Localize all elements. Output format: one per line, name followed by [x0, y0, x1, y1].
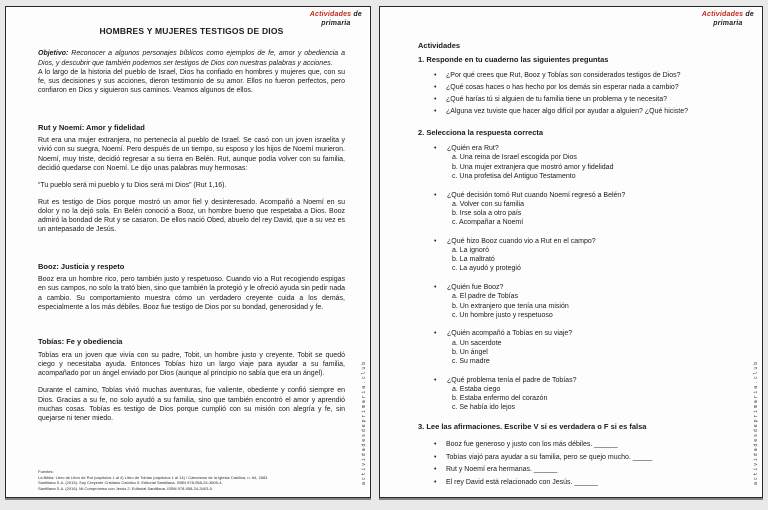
option-c: c. Acompañar a Noemí	[452, 219, 524, 227]
option-b: b. Estaba enfermo del corazón	[452, 395, 548, 403]
worksheet-page-1	[5, 6, 371, 498]
website-watermark: actividadesdeprimaria.club	[361, 359, 367, 485]
page-title: HOMBRES Y MUJERES TESTIGOS DE DIOS	[99, 26, 284, 36]
question-text: • ¿Qué hizo Booz cuando vio a Rut en el campo?	[435, 237, 732, 246]
true-false-item: • El rey David está relacionado con Jesús. ______	[433, 478, 732, 487]
question-text: • ¿Qué problema tenía el padre de Tobías?	[435, 376, 732, 385]
option-a: a. El padre de Tobías	[452, 293, 519, 301]
option-c: c. Un hombre justo y respetuoso	[452, 311, 553, 319]
multiple-choice-question	[435, 144, 732, 181]
section-heading-booz: Booz: Justicia y respeto	[38, 261, 125, 271]
option-b: b. Un extranjero que tenía una misión	[452, 302, 569, 310]
brand-word-de: de	[353, 11, 362, 18]
brand-logo	[310, 11, 362, 28]
question-text: • ¿Quién era Rut?	[435, 144, 732, 153]
brand-word-primaria: primaria	[713, 19, 743, 27]
question-text: • ¿Qué decisión tomó Rut cuando Noemí regresó a Belén?	[435, 191, 732, 200]
section-rut-paragraph-1: Rut era una mujer extranjera, no pertenecía al pueblo de Israel. Se casó con un joven israelita y vivió con su suegra, Noemí. Pero después de un tiempo, su esposo y los hijos de Noemí murieron. Noemí, muy triste, decidió regresar a su tierra en Belén. Rut, aunque podía volver con su familia, decidió quedarse con Noemí. Le dijo unas palabras muy hermosas:	[38, 137, 345, 172]
question-text: • ¿Quién acompañó a Tobías en su viaje?	[435, 329, 732, 338]
objective-text: Reconocer a algunos personajes bíblicos como ejemplos de fe, amor y obediencia a Dios, y descubrir que también podemos ser testigos de Dios con nuestras palabras y acciones.	[38, 50, 345, 67]
activities-title: Actividades	[418, 41, 461, 50]
activity-3-heading: 3. Lee las afirmaciones. Escribe V si es verdadera o F si es falsa	[418, 422, 647, 432]
option-b: b. Irse sola a otro país	[452, 209, 522, 217]
open-question-item: • ¿Qué cosas haces o has hecho por los demás sin esperar nada a cambio?	[433, 83, 732, 92]
section-rut-paragraph-2: Rut es testigo de Dios porque mostró un amor fiel y desinteresado. Acompañó a Noemí en su dolor y no la dejó sola. En Belén conoció a Booz, un hombre bueno que respetaba a Dios. Booz admiró la bondad de Rut y se casaron. De ellos nació Obed, abuelo del rey David, que a su vez es un antepasado de Jesús.	[38, 198, 345, 234]
sources-label: Fuentes:	[38, 469, 54, 475]
section-booz-paragraph: Booz era un hombre rico, pero también justo y respetuoso. Cuando vio a Rut recogiendo espigas en sus campos, no solo la trató bien, sino que también la protegió y le ofreció ayuda sin pedir nada a cambio. Su comportamiento muestra cómo un verdadero creyente cuida a los demás, especialmente a los más débiles. Booz fue testigo de Dios por su bondad, generosidad y fe.	[38, 276, 345, 311]
brand-word-actividades: Actividades	[701, 11, 744, 18]
activity-1-question-list	[418, 71, 732, 116]
section-tobias-paragraph-2: Durante el camino, Tobías vivió muchas aventuras, fue valiente, obediente y confió siempre en Dios. Gracias a su fe, no solo ayudó a su familia, sino que también encontró el amor y aprendió muchas cosas. Tobías es testigo de Dios porque cumplió con su misión con alegría y fe, sin quejarse ni tener miedo.	[38, 387, 345, 423]
objective-paragraph	[38, 49, 345, 68]
option-c: c. Se había ido lejos	[452, 404, 516, 412]
multiple-choice-list	[418, 144, 732, 412]
multiple-choice-question	[435, 191, 732, 228]
option-a: a. Una reina de Israel escogida por Dios	[452, 154, 577, 162]
open-question-item: • ¿Qué harías tú si alguien de tu familia tiene un problema y te necesita?	[433, 95, 732, 104]
section-heading-rut-noemi: Rut y Noemí: Amor y fidelidad	[38, 122, 145, 132]
true-false-item: • Tobías viajó para ayudar a su familia, pero se quejo mucho. _____	[433, 453, 732, 462]
page-1-content	[6, 7, 370, 424]
open-question-item: • ¿Alguna vez tuviste que hacer algo difícil por ayudar a alguien? ¿Qué hiciste?	[433, 107, 732, 116]
multiple-choice-question	[435, 376, 732, 413]
source-line: Santillana S.A. (2016). Mi Compromiso con Jesús 2. Editorial Santillana. ISBN 978-958-24-3403-5.	[38, 485, 213, 491]
website-watermark: actividadesdeprimaria.club	[753, 359, 759, 485]
option-a: a. Volver con su familia	[452, 200, 524, 208]
option-b: b. Un ángel	[452, 348, 488, 356]
option-a: a. La ignoró	[452, 247, 489, 255]
source-line: La Biblia: Libro de Libro de Rut (capítulos 1 al 4) Libro de Tobías (capítulos 1 al 14) / Catecismo de la Iglesia Católica, n. 64, 2683	[38, 475, 268, 481]
brand-word-actividades: Actividades	[309, 11, 352, 18]
option-a: a. Estaba ciego	[452, 385, 501, 393]
option-c: c. Su madre	[452, 358, 490, 366]
true-false-list	[418, 440, 732, 487]
bible-quote: “Tu pueblo será mi pueblo y tu Dios será mi Dios” (Rut 1,16).	[38, 182, 227, 190]
brand-word-de: de	[745, 11, 754, 18]
option-b: b. Una mujer extranjera que mostró amor y fidelidad	[452, 163, 614, 171]
option-b: b. La maltrató	[452, 256, 495, 264]
option-a: a. Un sacerdote	[452, 339, 502, 347]
page-2-content	[380, 7, 762, 487]
true-false-item: • Booz fue generoso y justo con los más débiles. ______	[433, 440, 732, 449]
multiple-choice-question	[435, 237, 732, 274]
multiple-choice-question	[435, 329, 732, 366]
open-question-item: • ¿Por qué crees que Rut, Booz y Tobías son considerados testigos de Dios?	[433, 71, 732, 80]
multiple-choice-question	[435, 283, 732, 320]
section-heading-tobias: Tobías: Fe y obediencia	[38, 337, 123, 347]
brand-word-primaria: primaria	[321, 19, 351, 27]
activity-1-heading: 1. Responde en tu cuaderno las siguientes preguntas	[418, 55, 609, 65]
option-c: c. Una profetisa del Antiguo Testamento	[452, 172, 576, 180]
sources-footnote	[38, 469, 330, 491]
option-c: c. La ayudó y protegió	[452, 265, 521, 273]
section-tobias-paragraph-1: Tobías era un joven que vivía con su padre, Tobit, un hombre justo y creyente. Tobit se quedó ciego y necesitaba ayuda. Entonces Tobías hizo un largo viaje para ayudar a su familia, acompañado por un ángel enviado por Dios (aunque al principio no sabía que era un ángel).	[38, 351, 345, 378]
question-text: • ¿Quién fue Booz?	[435, 283, 732, 292]
intro-paragraph: A lo largo de la historia del pueblo de Israel, Dios ha confiado en hombres y mujeres que, con su fe, sus decisiones y sus acciones, dieron testimonio de su amor. Ellos no fueron perfectos, pero confiaron en Dios y siguieron sus caminos. Veamos algunos de ellos.	[38, 68, 345, 95]
true-false-item: • Rut y Noemí era hermanas. ______	[433, 465, 732, 474]
source-line: Santillana S.A. (2015). Soy Creyente Cristiano Católico 5. Editorial Santillana. ISBN 978-958-24-3605-4.	[38, 480, 223, 486]
brand-logo	[702, 11, 754, 28]
activity-2-heading: 2. Selecciona la respuesta correcta	[418, 128, 544, 137]
objective-label: Objetivo:	[38, 50, 69, 58]
sources-list	[38, 475, 330, 491]
worksheet-page-2	[379, 6, 763, 498]
